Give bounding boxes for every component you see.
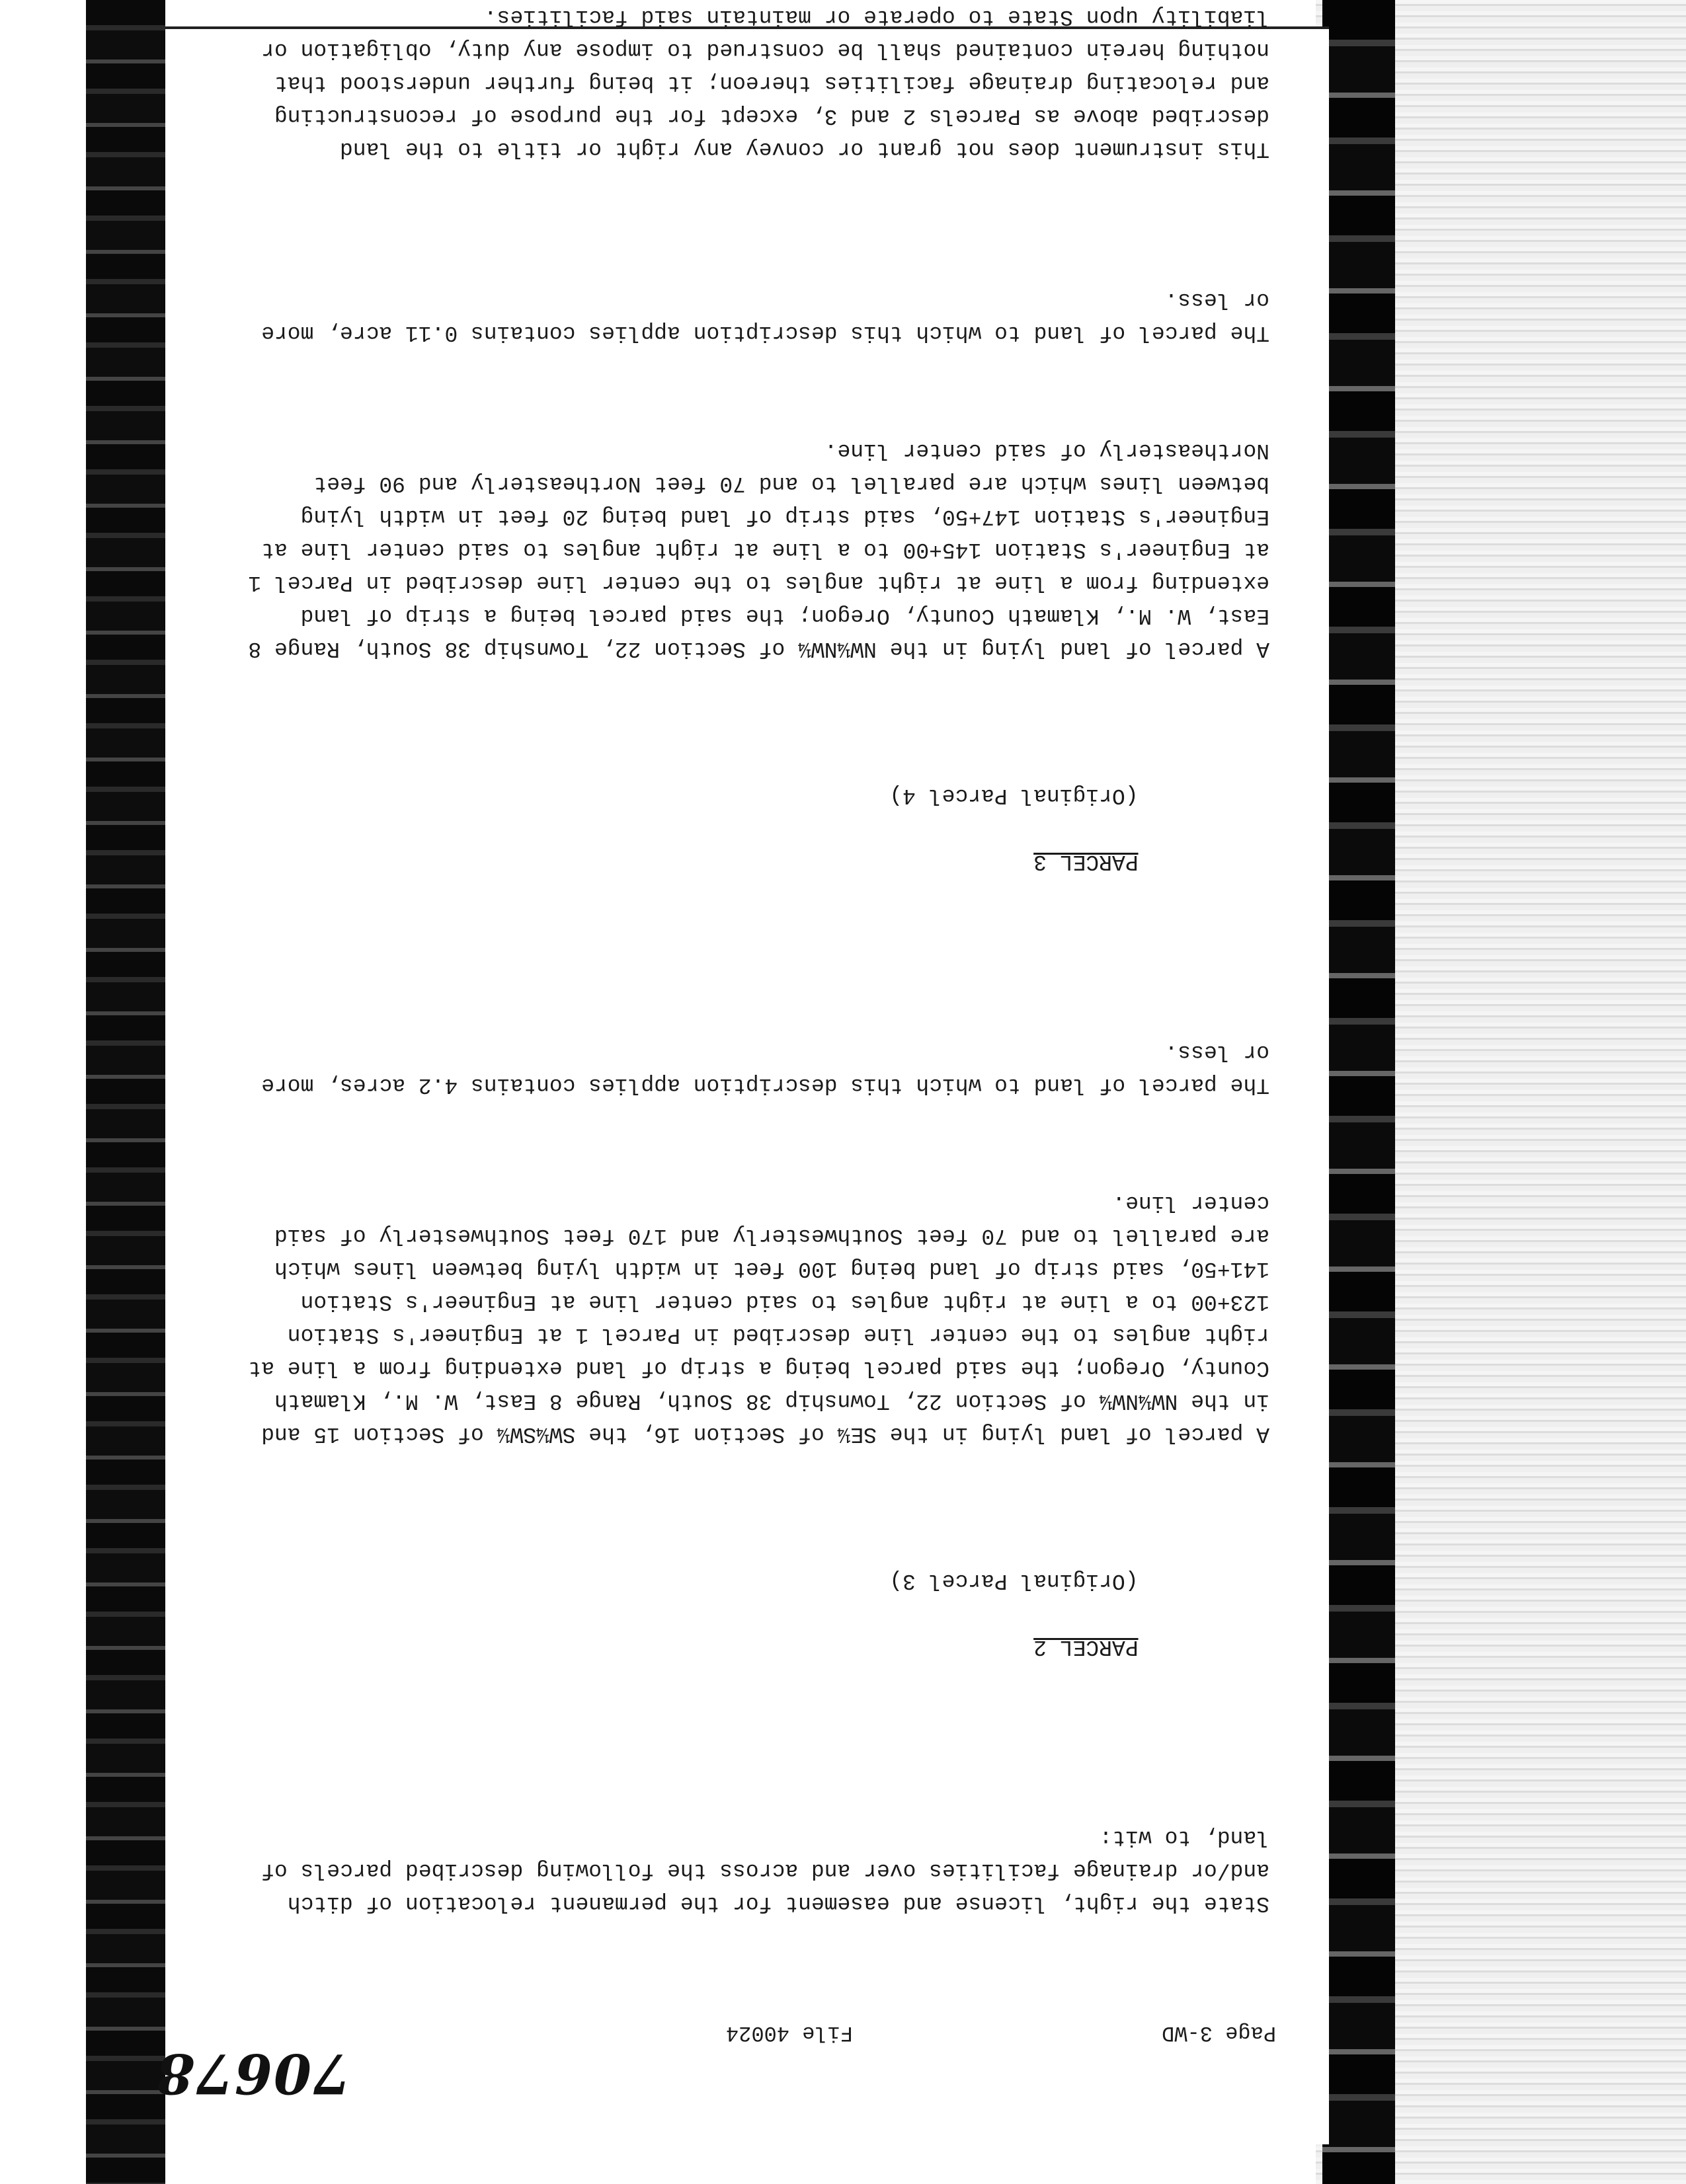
scan-edge-left (86, 0, 165, 2184)
file-label: File 40024 (725, 2021, 853, 2045)
document-page (155, 5, 1329, 2144)
parcel-3-acreage: The parcel of land to which this description applies contains 0.11 acre, more or less. (248, 288, 1269, 345)
page-header (165, 2006, 1329, 2045)
document-content-upside-down (155, 5, 1329, 2144)
page-label: Page 3-WD (1162, 2021, 1276, 2045)
parcel-3-title: PARCEL 3 (1033, 849, 1139, 874)
parcel-2-original: (Original Parcel 3) (889, 1569, 1139, 1593)
parcel-3-description: A parcel of land lying in the NW¼NW¼ of Section 22, Township 38 South, Range 8 East, W. M., Klamath County, Oregon; the said parcel being a strip of land extending from a line at right angles to the center line described in Parcel 1 at Engineer's Station 145+00 to a line at right angles to said center line at Engineer's Station 147+50, said strip of land being 20 feet in width lying between lines which are parallel to and 70 feet Northeasterly and 90 feet Northeasterly of said center line. (235, 438, 1269, 661)
handwritten-record-number: 70678 (155, 2041, 350, 2105)
parcel-heading (238, 1531, 1243, 1696)
parcel-3-original: (Original Parcel 4) (889, 783, 1139, 808)
instrument-note: This instrument does not grant or convey any right or title to the land described above as Parcels 2 and 3, except for the purpose of reconstructing and relocating drainage facilities thereon; it being further understood that nothing herein contained shall be construed to impose any duty, obligation or liability upon State to operate or maintain said facilities. (248, 5, 1269, 161)
parcel-2-description: A parcel of land lying in the SE¼ of Section 16, the SW¼SW¼ of Section 15 and in the NW¼NW¼ of Section 22, Township 38 South, Range 8 East, W. M., Klamath County, Oregon; the said parcel being a strip of land extending from a line at right angles to the center line described in Parcel 1 at Engineer's Station 123+00 to a line at right angles to said center line at Engineer's Station 141+50, said strip of land being 100 feet in width lying between lines which are parallel to and 70 feet Southwesterly and 170 feet Southwesterly of said center line. (235, 1190, 1269, 1446)
scan-edge-right (1322, 0, 1395, 2184)
parcel-2-acreage: The parcel of land to which this description applies contains 4.2 acres, more or less. (248, 1040, 1269, 1097)
document-body (235, 0, 1269, 1986)
parcel-2-title: PARCEL 2 (1033, 1635, 1139, 1659)
intro-paragraph: State the right, license and easement for the permanent relocation of ditch and/or drainage facilities over and across the following described parcels of land, to wit: (248, 1825, 1269, 1916)
parcel-heading (238, 746, 1243, 911)
